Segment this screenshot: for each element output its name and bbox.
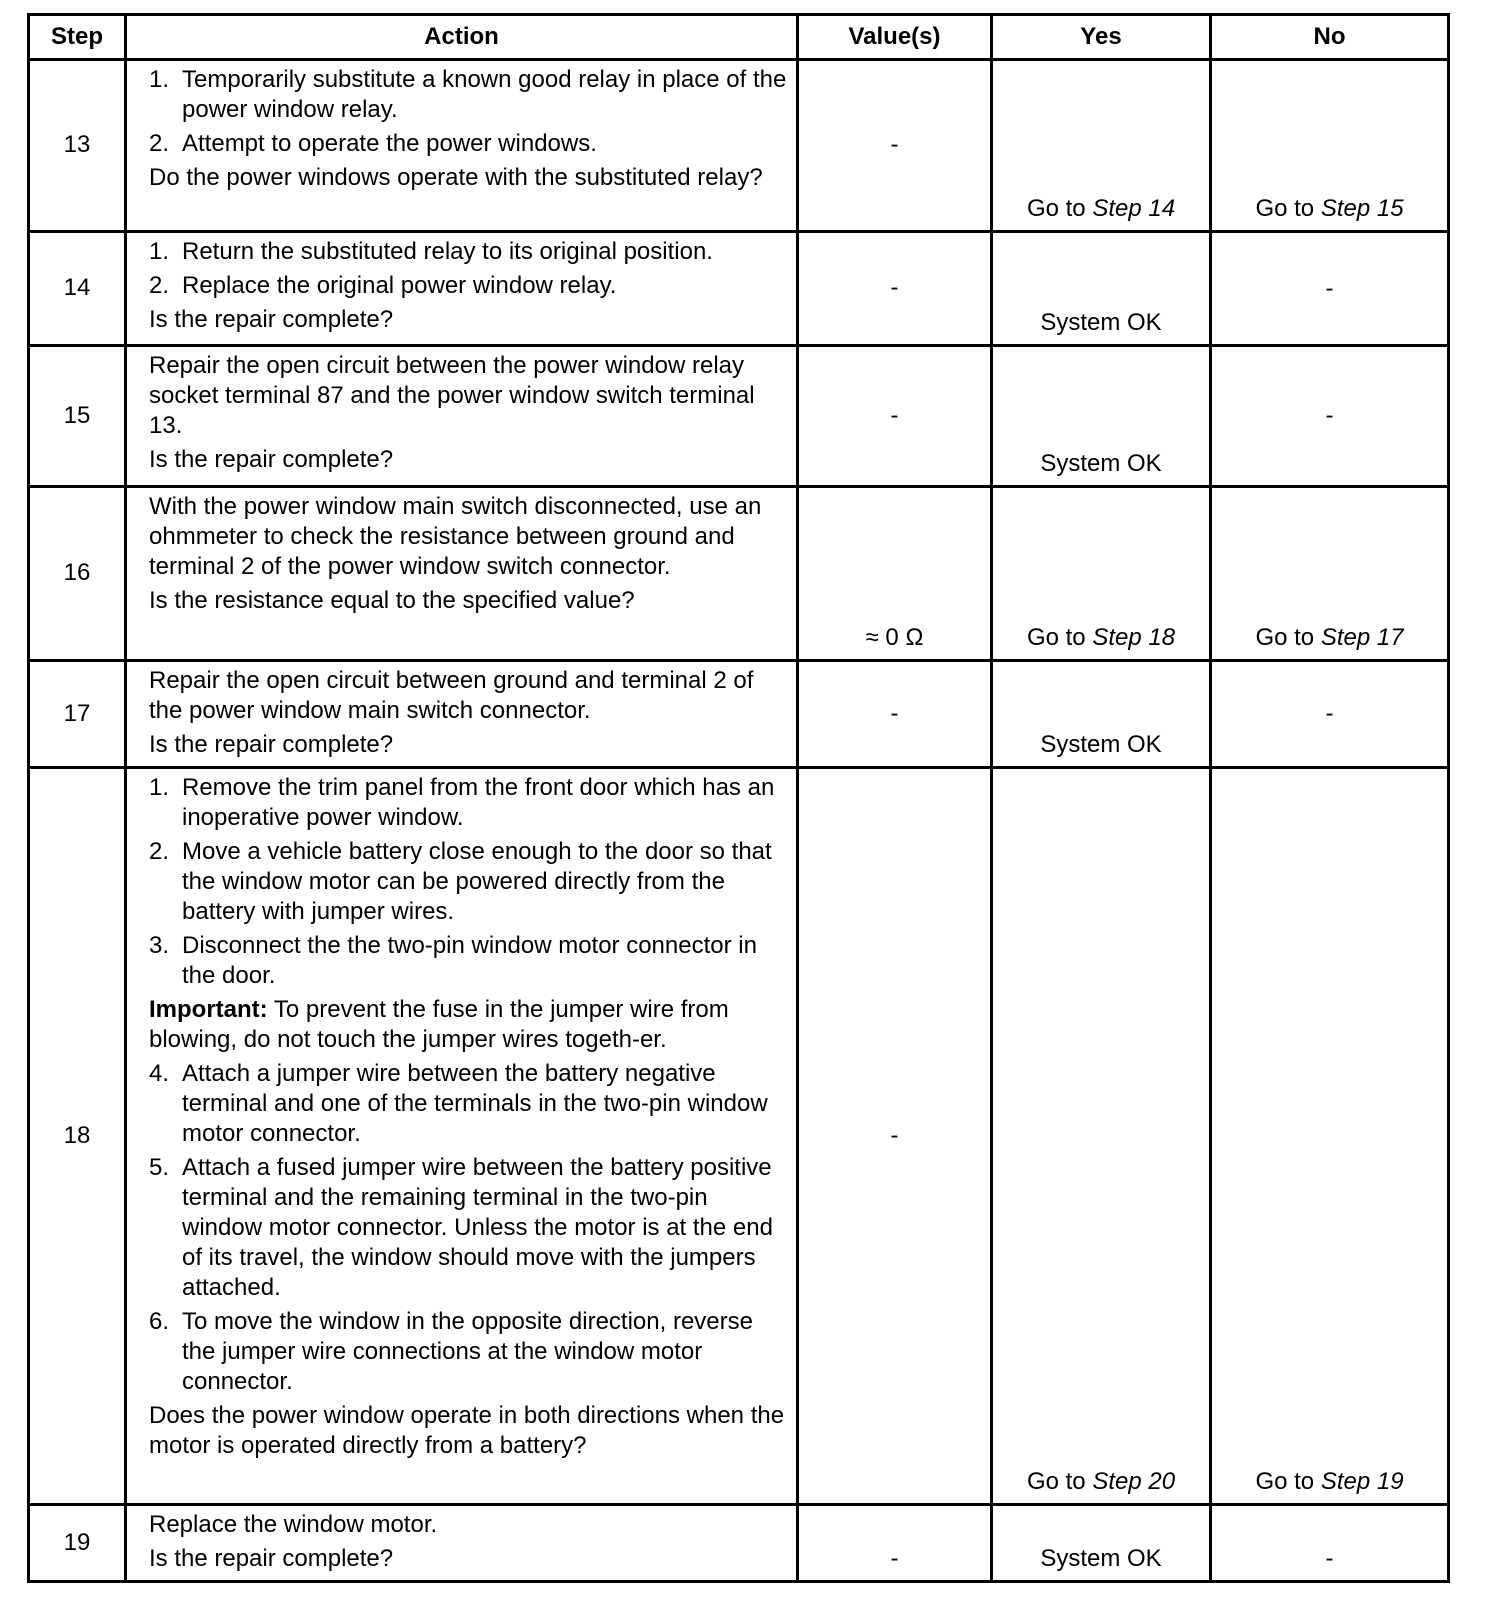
step-number: 13 xyxy=(29,60,126,232)
action-text: Repair the open circuit between the power window relay socket terminal 87 and the power window switch terminal 13. xyxy=(149,351,755,439)
step-link: Step 17 xyxy=(1320,623,1404,651)
diagnostic-table xyxy=(27,13,1450,1583)
action-text: Repair the open circuit between ground and terminal 2 of the power window main switch connector. xyxy=(149,666,754,724)
yes-cell: Go to Step 18 xyxy=(992,486,1211,660)
value-cell: - xyxy=(798,660,992,767)
action-item: 5. Attach a fused jumper wire between the battery positive terminal and the remaining terminal in the two-pin window motor connector. Unless the motor is at the end of its travel, the window should move with the jumpers attached. xyxy=(149,1153,773,1301)
action-item: 2. Move a vehicle battery close enough to the door so that the window motor can be powered directly from the battery with jumper wires. xyxy=(149,837,772,925)
yes-cell: System OK xyxy=(992,1505,1211,1582)
no-cell: - xyxy=(1211,231,1449,345)
action-item: 2. Attempt to operate the power windows. xyxy=(149,130,597,157)
action-question: Is the repair complete? xyxy=(149,1545,394,1573)
no-cell: Go to Step 17 xyxy=(1211,486,1449,660)
table-row xyxy=(29,767,1449,1505)
step-number: 17 xyxy=(29,660,126,767)
action-item: 1. Temporarily substitute a known good relay in place of the power window relay. xyxy=(149,66,787,123)
action-question: Is the repair complete? xyxy=(149,305,394,333)
no-cell: Go to Step 15 xyxy=(1211,60,1449,232)
action-cell xyxy=(126,767,798,1505)
step-number: 19 xyxy=(29,1505,126,1582)
action-question: Is the repair complete? xyxy=(149,730,394,758)
value-cell: - xyxy=(798,1505,992,1582)
action-question: Is the resistance equal to the specified value? xyxy=(149,586,635,614)
table-row xyxy=(29,345,1449,486)
table-row xyxy=(29,1505,1449,1582)
action-item: 6. To move the window in the opposite direction, reverse the jumper wire connections at the window motor connector. xyxy=(149,1307,753,1395)
action-cell xyxy=(126,60,798,232)
action-cell xyxy=(126,660,798,767)
step-link: Step 20 xyxy=(1092,1468,1176,1496)
step-number: 16 xyxy=(29,486,126,660)
table-row xyxy=(29,231,1449,345)
action-item: 3. Disconnect the the two-pin window motor connector in the door. xyxy=(149,931,757,989)
table-row xyxy=(29,60,1449,232)
step-link: Step 15 xyxy=(1320,194,1404,222)
action-cell xyxy=(126,231,798,345)
header-row xyxy=(29,15,1449,60)
no-cell: - xyxy=(1211,660,1449,767)
step-number: 15 xyxy=(29,345,126,486)
value-cell: - xyxy=(798,60,992,232)
step-link: Step 14 xyxy=(1092,194,1176,222)
step-number: 14 xyxy=(29,231,126,345)
action-question: Do the power windows operate with the substituted relay? xyxy=(149,164,763,191)
no-cell: - xyxy=(1211,345,1449,486)
action-question: Does the power window operate in both directions when the motor is operated directly from a battery? xyxy=(149,1401,785,1459)
header-action: Action xyxy=(126,15,798,60)
action-item: 2. Replace the original power window relay. xyxy=(149,271,617,299)
header-yes: Yes xyxy=(992,15,1211,60)
yes-cell: Go to Step 14 xyxy=(992,60,1211,232)
action-cell xyxy=(126,345,798,486)
action-cell xyxy=(126,486,798,660)
table-row xyxy=(29,486,1449,660)
action-text: Replace the window motor. xyxy=(149,1511,438,1539)
value-cell: - xyxy=(798,231,992,345)
step-number: 18 xyxy=(29,767,126,1505)
action-item: 4. Attach a jumper wire between the battery negative terminal and one of the terminals in the two-pin window motor connector. xyxy=(149,1059,768,1147)
no-cell: Go to Step 19 xyxy=(1211,767,1449,1505)
important-note: Important: To prevent the fuse in the jumper wire from blowing, do not touch the jumper wires togeth-er. xyxy=(149,995,729,1053)
action-cell xyxy=(126,1505,798,1582)
yes-cell: System OK xyxy=(992,231,1211,345)
important-label: Important: xyxy=(149,995,268,1023)
header-no: No xyxy=(1211,15,1449,60)
value-cell: - xyxy=(798,345,992,486)
no-cell: - xyxy=(1211,1505,1449,1582)
table-row xyxy=(29,660,1449,767)
value-cell: ≈ 0 Ω xyxy=(798,486,992,660)
value-cell: - xyxy=(798,767,992,1505)
step-link: Step 19 xyxy=(1320,1468,1404,1496)
action-item: 1. Remove the trim panel from the front door which has an inoperative power window. xyxy=(149,773,775,831)
yes-cell: System OK xyxy=(992,660,1211,767)
action-item: 1. Return the substituted relay to its original position. xyxy=(149,237,713,265)
yes-cell: Go to Step 20 xyxy=(992,767,1211,1505)
action-text: With the power window main switch disconnected, use an ohmmeter to check the resistance between ground and terminal 2 of the power window switch connector. xyxy=(149,492,762,580)
yes-cell: System OK xyxy=(992,345,1211,486)
header-value: Value(s) xyxy=(798,15,992,60)
action-question: Is the repair complete? xyxy=(149,445,394,473)
header-step: Step xyxy=(29,15,126,60)
step-link: Step 18 xyxy=(1092,623,1176,651)
